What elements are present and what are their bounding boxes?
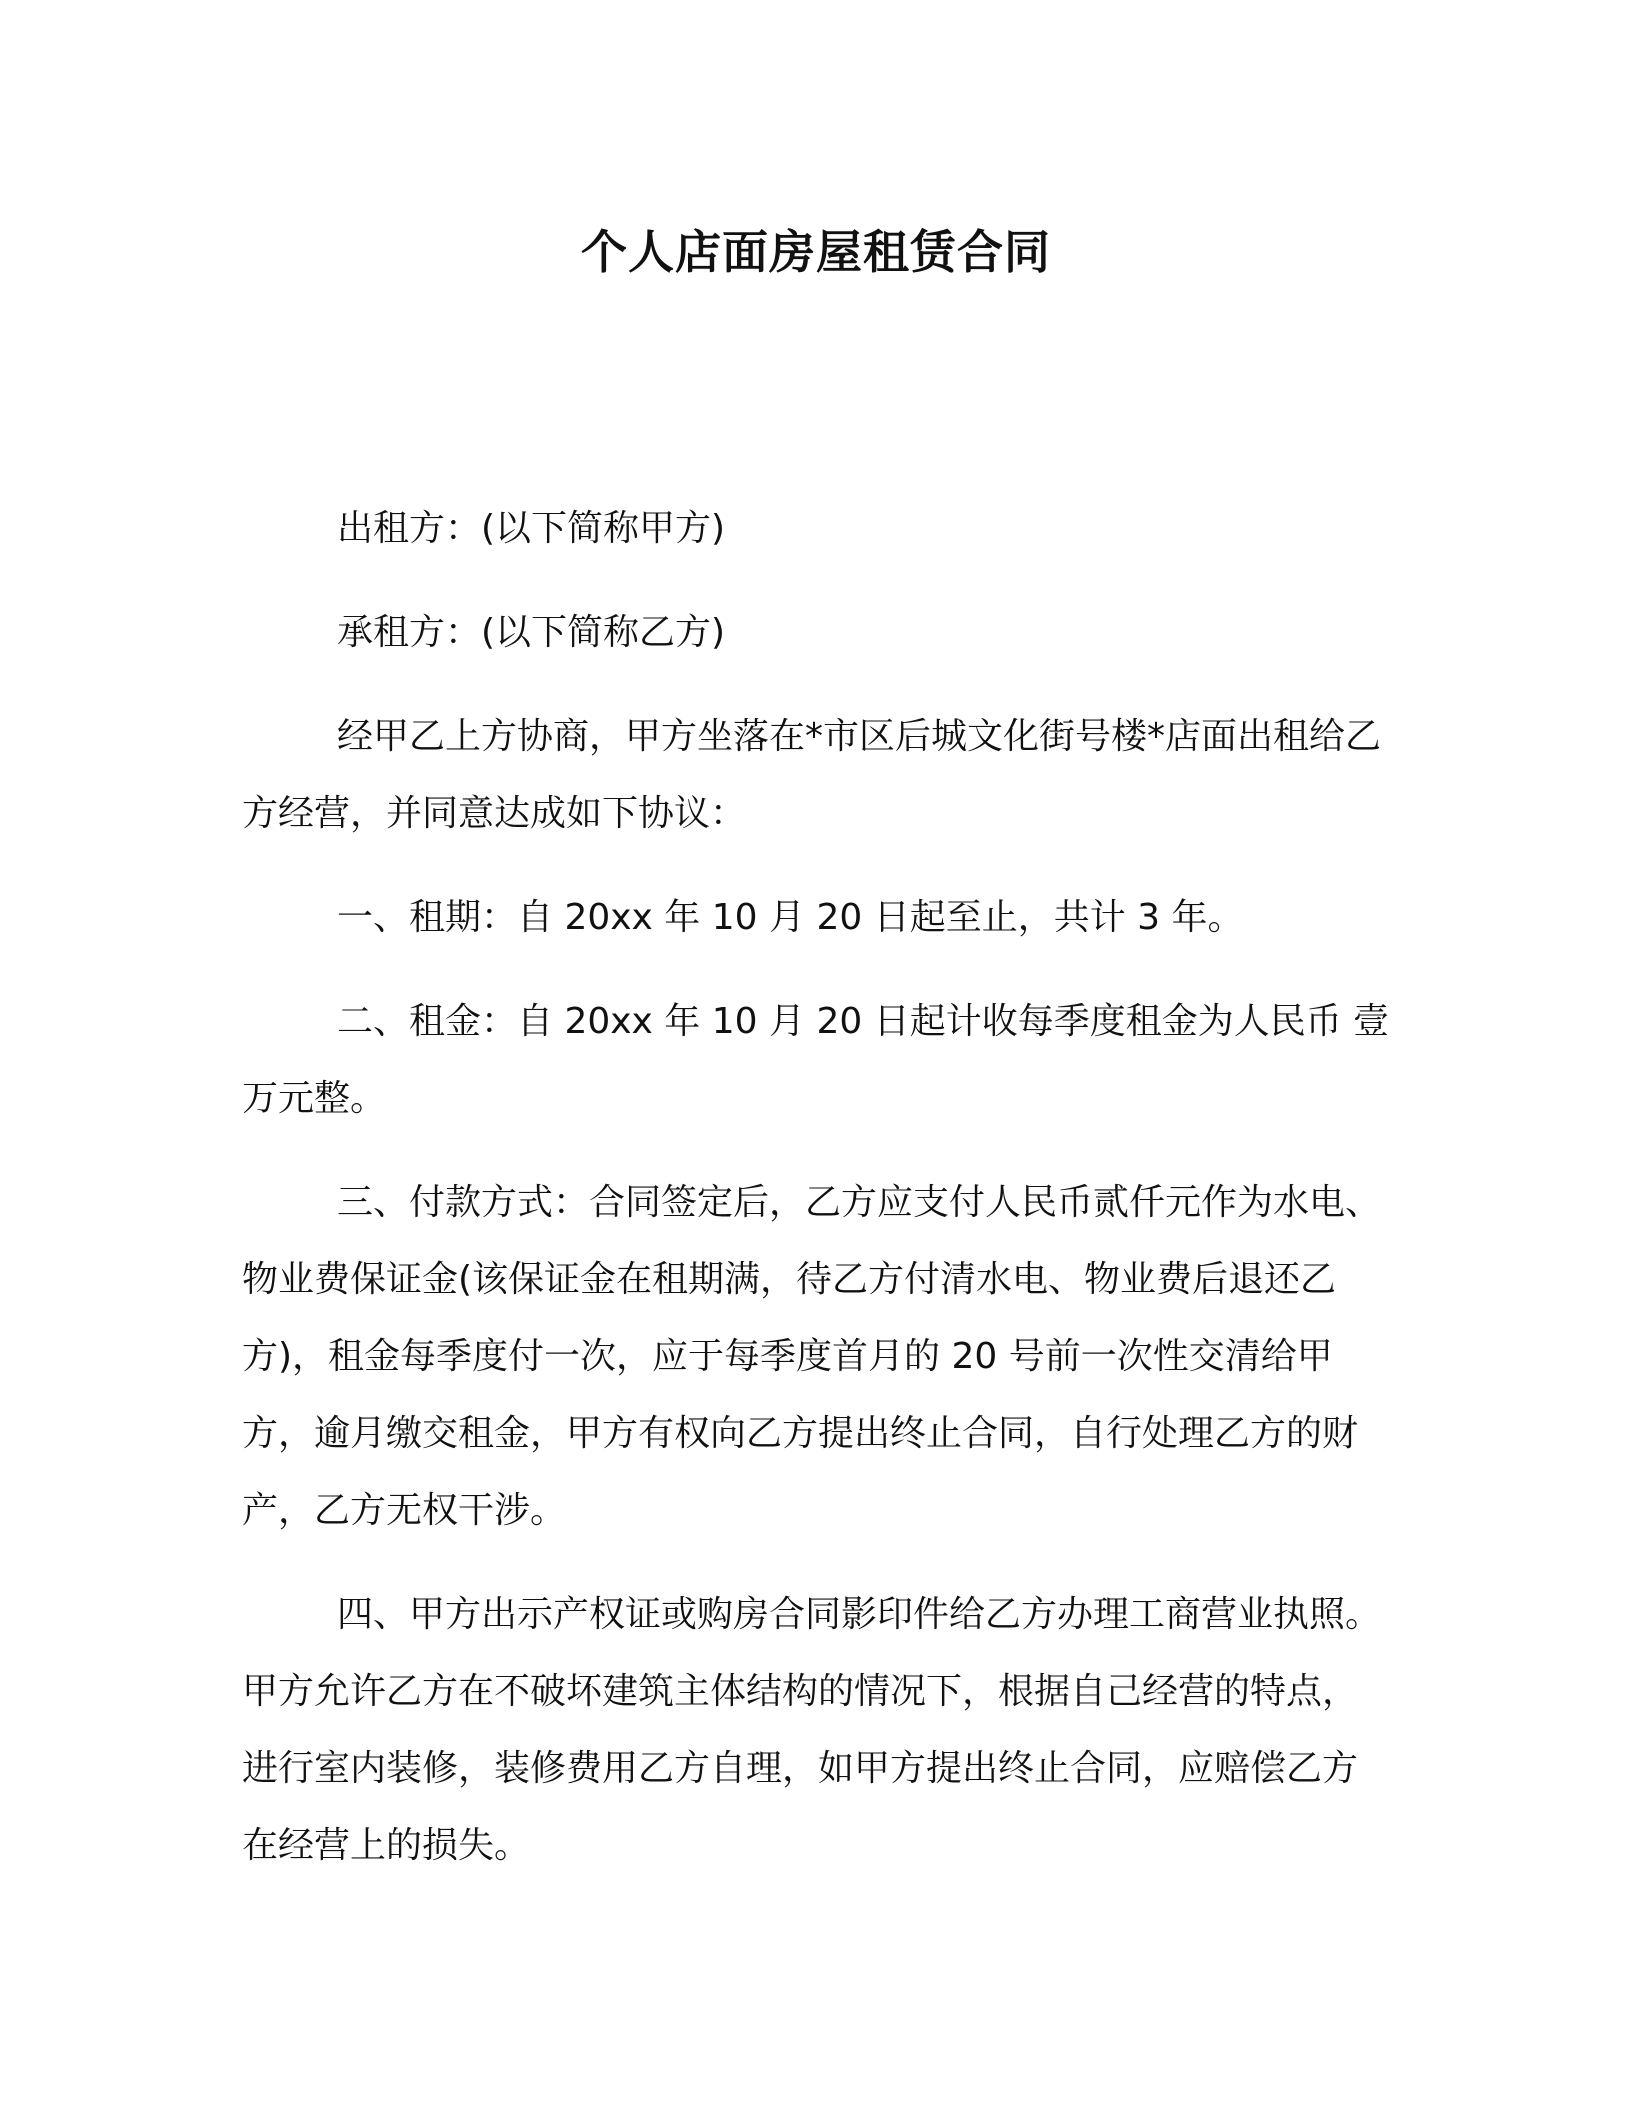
paragraph-intro: 经甲乙上方协商，甲方坐落在*市区后城文化街号楼*店面出租给乙方经营，并同意达成如下协议： <box>242 716 1382 834</box>
paragraph-lessor: 出租方：(以下简称甲方) <box>337 508 726 549</box>
document-body <box>242 490 1392 1884</box>
paragraph-payment: 三、付款方式：合同签定后，乙方应支付人民币贰仟元作为水电、物业费保证金(该保证金在租期满，待乙方付清水电、物业费后退还乙方)，租金每季度付一次，应于每季度首月的 20 号前一次性交清给甲方，逾月缴交租金，甲方有权向乙方提出终止合同，自行处理乙方的财产，乙方无权干涉。 <box>242 1182 1382 1531</box>
paragraph-term: 一、租期：自 20xx 年 10 月 20 日起至止，共计 3 年。 <box>337 897 1244 938</box>
paragraph-rent: 二、租金：自 20xx 年 10 月 20 日起计收每季度租金为人民币 壹万元整。 <box>242 1001 1390 1119</box>
document-title: 个人店面房屋租赁合同 <box>581 225 1051 279</box>
paragraph-license: 四、甲方出示产权证或购房合同影印件给乙方办理工商营业执照。甲方允许乙方在不破坏建筑主体结构的情况下，根据自己经营的特点，进行室内装修，装修费用乙方自理，如甲方提出终止合同，应赔偿乙方在经营上的损失。 <box>242 1594 1382 1866</box>
paragraph-lessee: 承租方：(以下简称乙方) <box>337 612 726 653</box>
